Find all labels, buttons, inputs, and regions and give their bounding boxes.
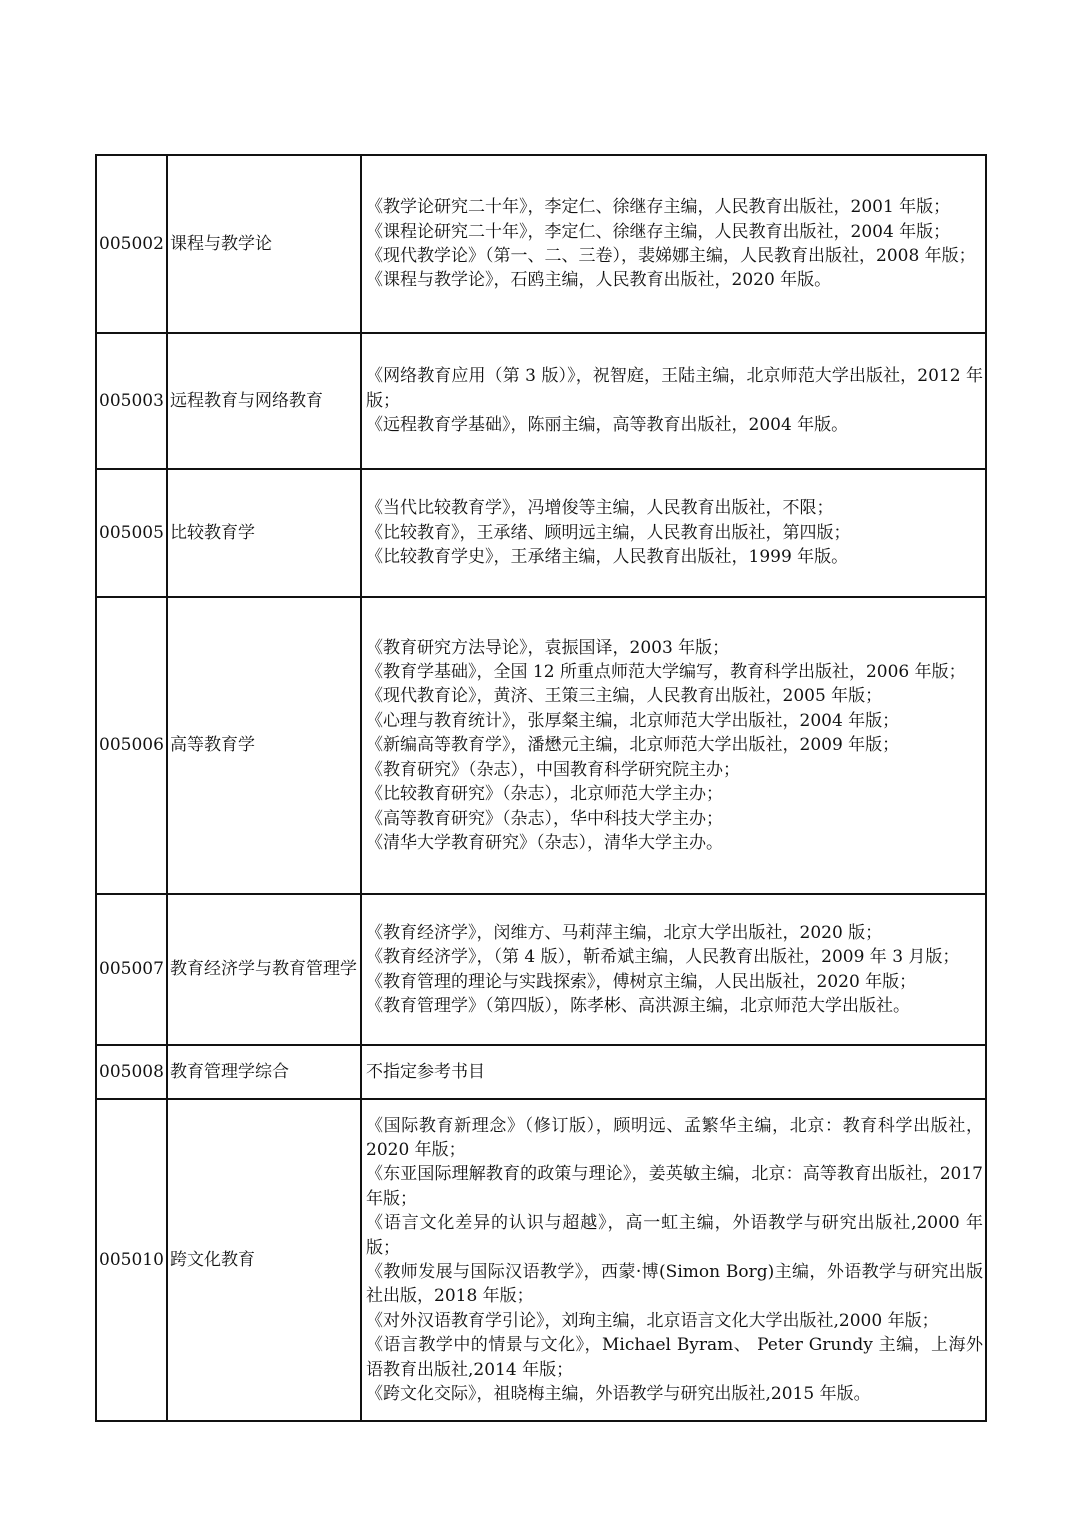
book-entry: 《教育研究方法导论》，袁振国译，2003 年版； bbox=[366, 637, 730, 658]
reference-books bbox=[361, 1099, 986, 1421]
subject-code: 005010 bbox=[96, 1099, 167, 1421]
book-entry: 《教育管理学》（第四版），陈孝彬、高洪源主编，北京师范大学出版社。 bbox=[366, 995, 910, 1016]
reference-books bbox=[361, 469, 986, 597]
book-entry: 《语言教学中的情景与文化》，Michael Byram、 Peter Grundy 主编，上海外语教育出版社,2014 年版； bbox=[366, 1335, 983, 1380]
table-body bbox=[96, 155, 986, 1421]
book-entry: 《现代教育论》，黄济、王策三主编，人民教育出版社，2005 年版； bbox=[366, 686, 883, 707]
reference-books bbox=[361, 894, 986, 1045]
book-entry: 《跨文化交际》，祖晓梅主编，外语教学与研究出版社,2015 年版。 bbox=[366, 1384, 871, 1405]
subject-name: 跨文化教育 bbox=[167, 1099, 361, 1421]
subject-name: 比较教育学 bbox=[167, 469, 361, 597]
subject-name: 教育管理学综合 bbox=[167, 1045, 361, 1099]
table-row bbox=[96, 333, 986, 469]
book-entry: 《新编高等教育学》，潘懋元主编，北京师范大学出版社，2009 年版； bbox=[366, 735, 900, 756]
subject-code: 005005 bbox=[96, 469, 167, 597]
book-entry: 《课程论研究二十年》，李定仁、徐继存主编，人民教育出版社，2004 年版； bbox=[366, 221, 951, 242]
book-entry: 《心理与教育统计》，张厚粲主编，北京师范大学出版社，2004 年版； bbox=[366, 710, 900, 731]
table-row bbox=[96, 597, 986, 894]
reference-books bbox=[361, 1045, 986, 1099]
book-entry: 《教师发展与国际汉语教学》，西蒙·博(Simon Borg)主编，外语教学与研究出版社出版，2018 年版； bbox=[366, 1262, 983, 1307]
book-entry: 《高等教育研究》（杂志），华中科技大学主办； bbox=[366, 808, 723, 829]
book-entry: 《对外汉语教育学引论》，刘珣主编，北京语言文化大学出版社,2000 年版； bbox=[366, 1310, 939, 1331]
book-entry: 《国际教育新理念》（修订版），顾明远、孟繁华主编，北京：教育科学出版社，2020 年版； bbox=[366, 1115, 983, 1160]
reference-books bbox=[361, 333, 986, 469]
book-entry: 《东亚国际理解教育的政策与理论》，姜英敏主编，北京：高等教育出版社，2017 年版； bbox=[366, 1164, 983, 1209]
book-entry: 《比较教育研究》（杂志），北京师范大学主办； bbox=[366, 784, 723, 805]
book-entry: 《比较教育》，王承绪、顾明远主编，人民教育出版社，第四版； bbox=[366, 522, 851, 543]
table-row bbox=[96, 155, 986, 333]
subject-code: 005007 bbox=[96, 894, 167, 1045]
book-entry: 《当代比较教育学》，冯增俊等主编，人民教育出版社，不限； bbox=[366, 498, 834, 519]
table-row bbox=[96, 894, 986, 1045]
subject-name: 远程教育与网络教育 bbox=[167, 333, 361, 469]
book-entry: 《网络教育应用（第 3 版）》，祝智庭，王陆主编，北京师范大学出版社，2012 年版； bbox=[366, 366, 983, 411]
book-entry: 《教育经济学》，（第 4 版），靳希斌主编，人民教育出版社，2009 年 3 月版； bbox=[366, 947, 960, 968]
table-row bbox=[96, 1045, 986, 1099]
book-entry: 《清华大学教育研究》（杂志），清华大学主办。 bbox=[366, 832, 723, 853]
reference-books-table bbox=[95, 154, 987, 1422]
book-entry: 《教育学基础》，全国 12 所重点师范大学编写，教育科学出版社，2006 年版； bbox=[366, 662, 966, 683]
subject-code: 005003 bbox=[96, 333, 167, 469]
book-entry: 《语言文化差异的认识与超越》，高一虹主编，外语教学与研究出版社,2000 年版； bbox=[366, 1213, 983, 1258]
subject-name: 教育经济学与教育管理学 bbox=[167, 894, 361, 1045]
book-entry: 《比较教育学史》，王承绪主编，人民教育出版社，1999 年版。 bbox=[366, 547, 849, 568]
subject-code: 005002 bbox=[96, 155, 167, 333]
book-entry: 不指定参考书目 bbox=[366, 1061, 485, 1082]
book-entry: 《教育管理的理论与实践探索》，傅树京主编，人民出版社，2020 年版； bbox=[366, 971, 917, 992]
subject-name: 课程与教学论 bbox=[167, 155, 361, 333]
book-entry: 《教学论研究二十年》，李定仁、徐继存主编，人民教育出版社，2001 年版； bbox=[366, 197, 951, 218]
reference-books bbox=[361, 597, 986, 894]
table-row bbox=[96, 469, 986, 597]
book-entry: 《教育经济学》，闵维方、马莉萍主编，北京大学出版社，2020 版； bbox=[366, 922, 883, 943]
book-entry: 《远程教育学基础》，陈丽主编，高等教育出版社，2004 年版。 bbox=[366, 415, 849, 436]
subject-name: 高等教育学 bbox=[167, 597, 361, 894]
table-row bbox=[96, 1099, 986, 1421]
reference-books bbox=[361, 155, 986, 333]
book-entry: 《课程与教学论》，石鸥主编，人民教育出版社，2020 年版。 bbox=[366, 270, 832, 291]
book-entry: 《教育研究》（杂志），中国教育科学研究院主办； bbox=[366, 759, 740, 780]
subject-code: 005008 bbox=[96, 1045, 167, 1099]
book-entry: 《现代教学论》（第一、二、三卷），裴娣娜主编，人民教育出版社，2008 年版； bbox=[366, 246, 976, 266]
subject-code: 005006 bbox=[96, 597, 167, 894]
